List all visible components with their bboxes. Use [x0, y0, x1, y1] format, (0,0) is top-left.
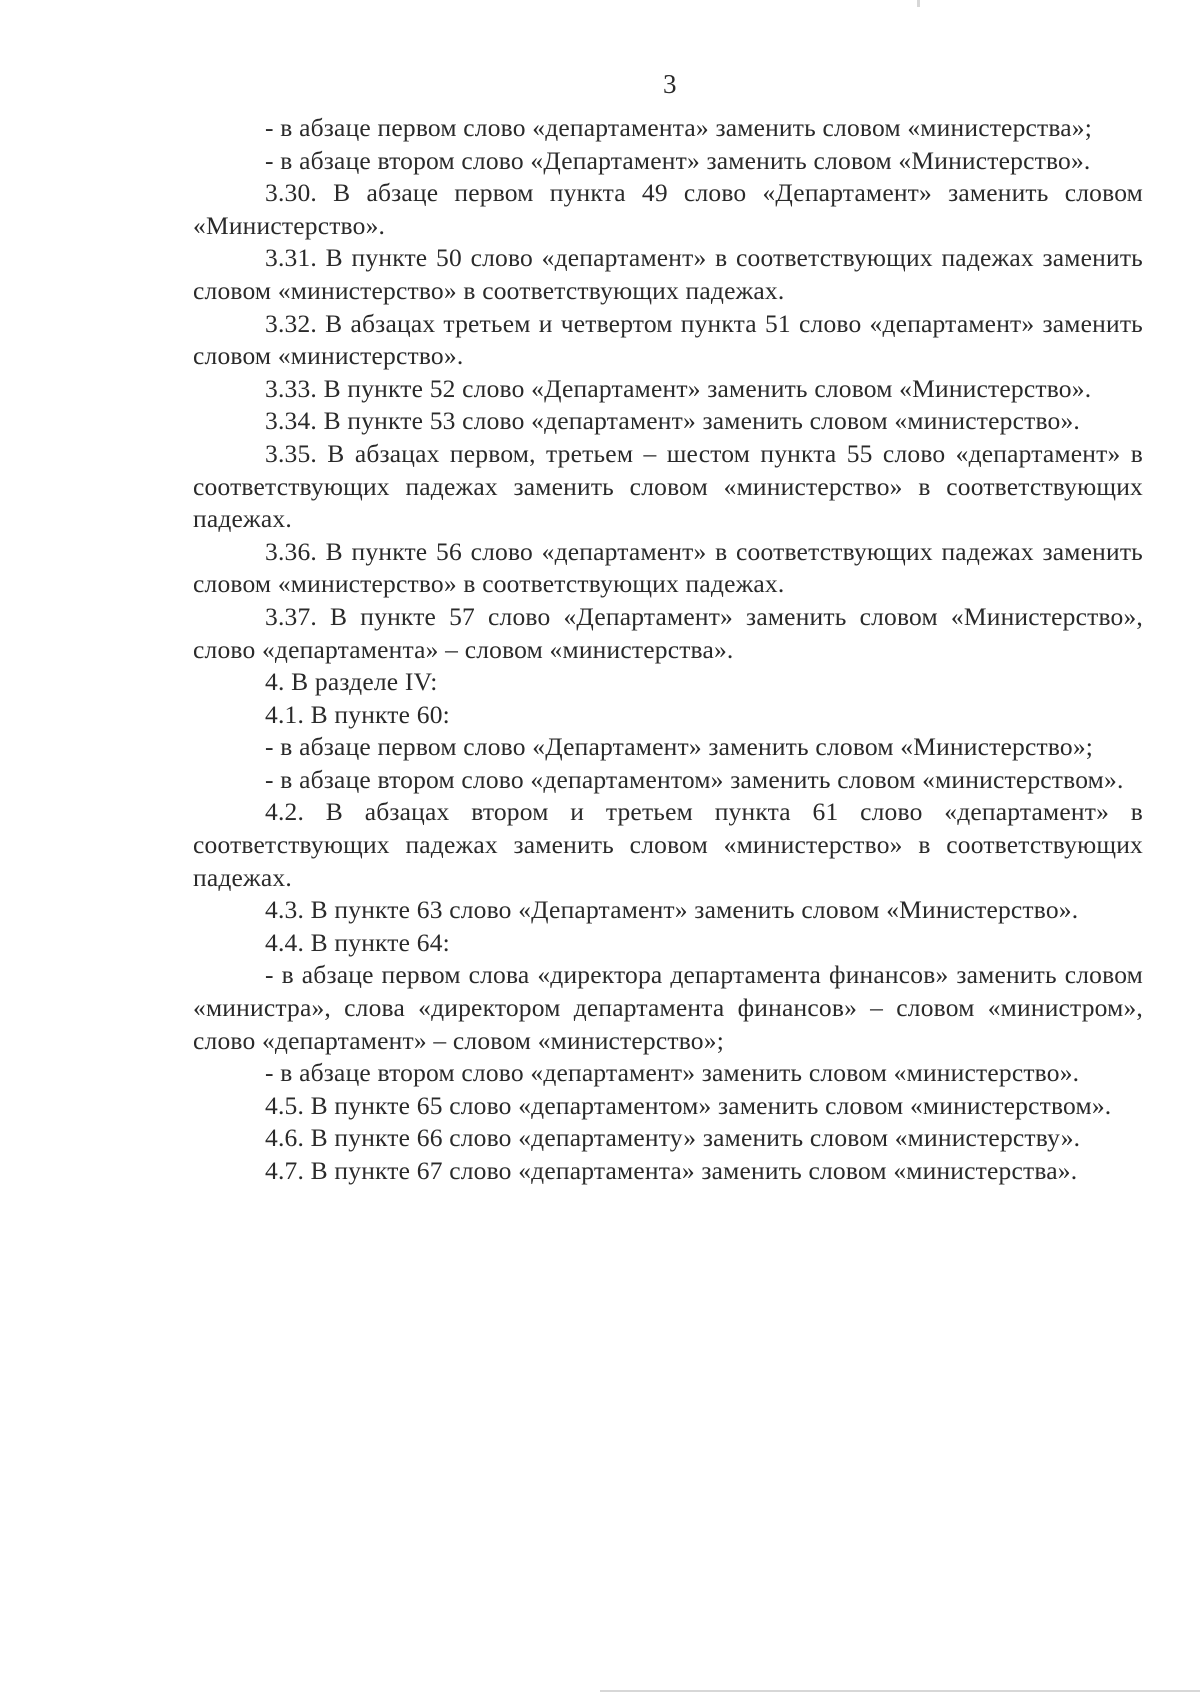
- paragraph: 3.33. В пункте 52 слово «Департамент» заменить словом «Министерство».: [265, 373, 1092, 403]
- paragraph: 4.2. В абзацах втором и третьем пункта 61 слово «департамент» в соответствующих падежах заменить словом «министерство» в соответствующих падежах.: [193, 797, 1143, 892]
- paragraph: - в абзаце первом слова «директора департамента финансов» заменить словом «министра», слова «директором департамента финансов» – словом «министром», слово «департамент» – словом «министерство»;: [193, 960, 1143, 1055]
- paragraph: 4.4. В пункте 64:: [265, 927, 450, 957]
- scan-artifact-bottom: [600, 1690, 1200, 1692]
- scan-artifact-top: [917, 0, 920, 7]
- paragraph: - в абзаце втором слово «департаментом» заменить словом «министерством».: [265, 764, 1124, 794]
- paragraph: 3.35. В абзацах первом, третьем – шестом пункта 55 слово «департамент» в соответствующих падежах заменить словом «министерство» в соответствующих падежах.: [193, 438, 1143, 534]
- page-number: 3: [663, 69, 677, 99]
- paragraph: 4.7. В пункте 67 слово «департамента» заменить словом «министерства».: [265, 1156, 1078, 1185]
- paragraph: 3.30. В абзаце первом пункта 49 слово «Департамент» заменить словом «Министерство».: [193, 178, 1143, 240]
- paragraph: 4.5. В пункте 65 слово «департаментом» заменить словом «министерством».: [265, 1090, 1112, 1120]
- paragraph: 3.37. В пункте 57 слово «Департамент» заменить словом «Министерство», слово «департамента» – словом «министерства».: [193, 601, 1143, 664]
- paragraph: 3.31. В пункте 50 слово «департамент» в соответствующих падежах заменить словом «министерство» в соответствующих падежах.: [193, 243, 1143, 305]
- paragraph: 4.6. В пункте 66 слово «департаменту» заменить словом «министерству».: [265, 1123, 1081, 1153]
- section-heading: 4. В разделе IV:: [265, 667, 438, 697]
- paragraph: - в абзаце первом слово «департамента» заменить словом «министерства»;: [265, 113, 1093, 142]
- paragraph: - в абзаце первом слово «Департамент» заменить словом «Министерство»;: [265, 732, 1094, 762]
- document-body: [193, 112, 1143, 1188]
- paragraph: - в абзаце втором слово «департамент» заменить словом «министерство».: [265, 1058, 1080, 1088]
- paragraph: 4.1. В пункте 60:: [265, 699, 450, 729]
- paragraph: 3.34. В пункте 53 слово «департамент» заменить словом «министерство».: [265, 406, 1080, 436]
- paragraph: 3.36. В пункте 56 слово «департамент» в соответствующих падежах заменить словом «министерство» в соответствующих падежах.: [193, 536, 1143, 599]
- paragraph: 4.3. В пункте 63 слово «Департамент» заменить словом «Министерство».: [265, 895, 1079, 925]
- paragraph: 3.32. В абзацах третьем и четвертом пункта 51 слово «департамент» заменить словом «министерство».: [193, 308, 1143, 371]
- paragraph: - в абзаце втором слово «Департамент» заменить словом «Министерство».: [265, 145, 1091, 175]
